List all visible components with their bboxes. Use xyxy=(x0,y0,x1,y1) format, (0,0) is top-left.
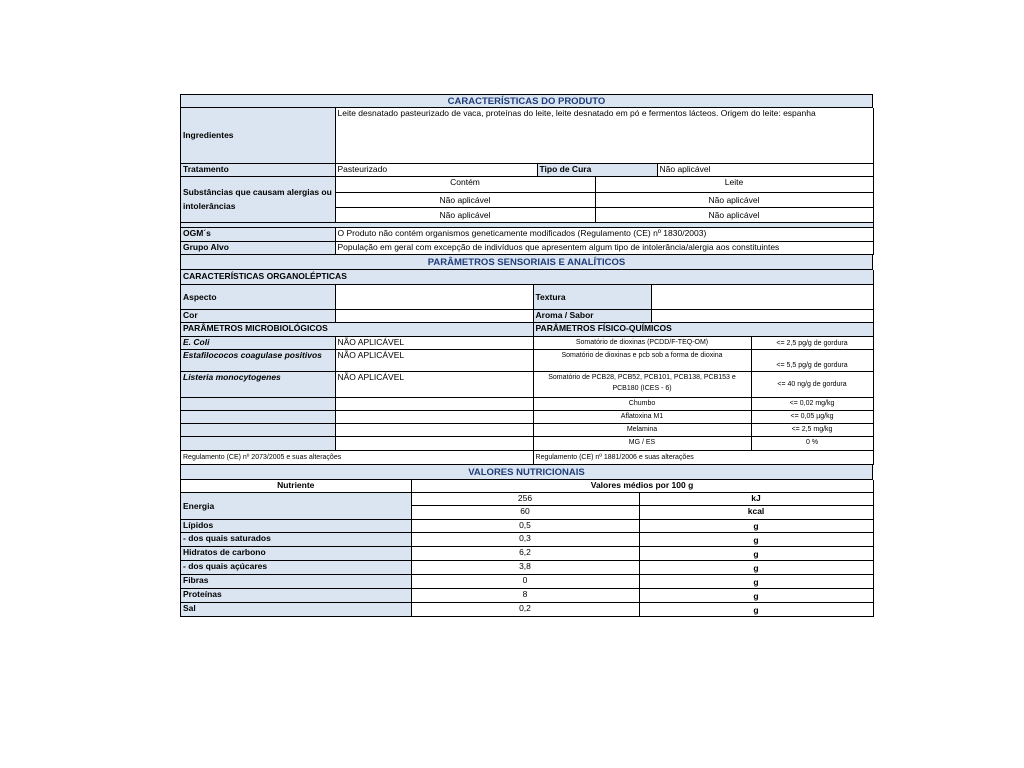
nutrient-value: 0,3 xyxy=(411,533,639,547)
nutrition-table xyxy=(181,480,874,618)
energy-label: Energia xyxy=(181,493,411,520)
physchem-param-value: <= 0,05 µg/kg xyxy=(751,410,873,423)
aspect-value xyxy=(335,285,533,310)
physchem-param-value: <= 5,5 pg/g de gordura xyxy=(751,349,873,371)
empty-cell xyxy=(335,436,533,450)
nutrient-unit: g xyxy=(639,589,873,603)
allergens-cell: Não aplicável xyxy=(595,193,873,208)
values-column-header: Valores médios por 100 g xyxy=(411,480,873,493)
allergens-table xyxy=(181,177,874,229)
nutrient-value: 3,8 xyxy=(411,561,639,575)
nutrient-value: 8 xyxy=(411,589,639,603)
empty-cell xyxy=(335,423,533,436)
nutrient-value: 6,2 xyxy=(411,547,639,561)
empty-cell xyxy=(181,410,335,423)
micro-param-name: Estafilococos coagulase positivos xyxy=(181,349,335,371)
energy-kj-value: 256 xyxy=(411,493,639,506)
nutrient-name: Fibras xyxy=(181,575,411,589)
nutrient-unit: g xyxy=(639,561,873,575)
ingredients-label: Ingredientes xyxy=(181,108,335,163)
physchem-param-name: Chumbo xyxy=(533,397,751,410)
nutrient-unit: g xyxy=(639,603,873,617)
micro-param-value: NÃO APLICÁVEL xyxy=(335,336,533,349)
physchem-param-name: Melamina xyxy=(533,423,751,436)
nutrient-column-header: Nutriente xyxy=(181,480,411,493)
treatment-value: Pasteurizado xyxy=(335,163,537,176)
cure-type-value: Não aplicável xyxy=(657,163,873,176)
nutrition-header: VALORES NUTRICIONAIS xyxy=(181,465,873,480)
nutrient-name: Lípidos xyxy=(181,520,411,533)
empty-cell xyxy=(335,397,533,410)
allergens-label: Substâncias que causam alergias ou intolerâncias xyxy=(181,177,335,223)
physchem-params-label: PARÂMETROS FÍSICO-QUÍMICOS xyxy=(533,323,873,336)
micro-physchem-table xyxy=(181,323,874,465)
spacer-row xyxy=(181,223,873,228)
physchem-regulation: Regulamento (CE) nº 1881/2006 e suas alterações xyxy=(533,450,873,464)
product-characteristics-header: CARACTERÍSTICAS DO PRODUTO xyxy=(181,95,873,108)
physchem-param-name: MG / ES xyxy=(533,436,751,450)
micro-param-value: NÃO APLICÁVEL xyxy=(335,371,533,397)
allergens-cell: Não aplicável xyxy=(335,208,595,223)
cure-type-label: Tipo de Cura xyxy=(537,163,657,176)
physchem-param-value: <= 40 ng/g de gordura xyxy=(751,371,873,397)
allergens-contains-header: Contém xyxy=(335,177,595,193)
nutrient-unit: g xyxy=(639,547,873,561)
nutrient-value: 0,5 xyxy=(411,520,639,533)
physchem-param-value: <= 2,5 mg/kg xyxy=(751,423,873,436)
nutrient-name: - dos quais saturados xyxy=(181,533,411,547)
empty-cell xyxy=(181,397,335,410)
product-spec-sheet xyxy=(180,94,873,617)
allergens-cell: Não aplicável xyxy=(595,208,873,223)
energy-kj-unit: kJ xyxy=(639,493,873,506)
texture-label: Textura xyxy=(533,285,651,310)
product-characteristics-table xyxy=(181,108,874,177)
treatment-label: Tratamento xyxy=(181,163,335,176)
micro-params-label: PARÂMETROS MICROBIOLÓGICOS xyxy=(181,323,533,336)
physchem-param-value: 0 % xyxy=(751,436,873,450)
aspect-label: Aspecto xyxy=(181,285,335,310)
physchem-param-name: Aflatoxina M1 xyxy=(533,410,751,423)
nutrient-name: Proteínas xyxy=(181,589,411,603)
gmo-value: O Produto não contém organismos geneticamente modificados (Regulamento (CE) nº 1830/2003) xyxy=(335,228,873,241)
physchem-param-name: Somatório de dioxinas e pcb sob a forma de dioxina xyxy=(533,349,751,371)
nutrient-unit: g xyxy=(639,520,873,533)
color-value xyxy=(335,310,533,323)
physchem-param-name: Somatório de dioxinas (PCDD/F-TEQ-OM) xyxy=(533,336,751,349)
nutrient-value: 0,2 xyxy=(411,603,639,617)
aroma-value xyxy=(651,310,873,323)
nutrient-name: Hidratos de carbono xyxy=(181,547,411,561)
empty-cell xyxy=(181,436,335,450)
energy-kcal-unit: kcal xyxy=(639,506,873,520)
empty-cell xyxy=(181,423,335,436)
allergens-milk-header: Leite xyxy=(595,177,873,193)
color-label: Cor xyxy=(181,310,335,323)
sensory-header: PARÂMETROS SENSORIAIS E ANALÍTICOS xyxy=(181,255,873,270)
micro-param-name: E. Coli xyxy=(181,336,335,349)
physchem-param-name: Somatório de PCB28, PCB52, PCB101, PCB138, PCB153 e PCB180 (ICES - 6) xyxy=(533,371,751,397)
micro-param-value: NÃO APLICÁVEL xyxy=(335,349,533,371)
micro-param-name: Listeria monocytogenes xyxy=(181,371,335,397)
gmo-target-table xyxy=(181,228,874,255)
physchem-param-value: <= 0,02 mg/kg xyxy=(751,397,873,410)
empty-cell xyxy=(335,410,533,423)
nutrient-name: Sal xyxy=(181,603,411,617)
nutrient-unit: g xyxy=(639,575,873,589)
texture-value xyxy=(651,285,873,310)
aroma-label: Aroma / Sabor xyxy=(533,310,651,323)
organoleptic-label: CARACTERÍSTICAS ORGANOLÉPTICAS xyxy=(181,270,873,285)
target-group-label: Grupo Alvo xyxy=(181,241,335,254)
nutrient-value: 0 xyxy=(411,575,639,589)
ingredients-value: Leite desnatado pasteurizado de vaca, proteínas do leite, leite desnatado em pó e fermentos lácteos. Origem do leite: espanha xyxy=(335,108,873,163)
micro-regulation: Regulamento (CE) nº 2073/2005 e suas alterações xyxy=(181,450,533,464)
gmo-label: OGM´s xyxy=(181,228,335,241)
organoleptic-table xyxy=(181,270,874,324)
nutrient-unit: g xyxy=(639,533,873,547)
nutrient-name: - dos quais açúcares xyxy=(181,561,411,575)
target-group-value: População em geral com excepção de indivíduos que apresentem algum tipo de intolerância/alergia aos constituintes xyxy=(335,241,873,254)
energy-kcal-value: 60 xyxy=(411,506,639,520)
physchem-param-value: <= 2,5 pg/g de gordura xyxy=(751,336,873,349)
allergens-cell: Não aplicável xyxy=(335,193,595,208)
